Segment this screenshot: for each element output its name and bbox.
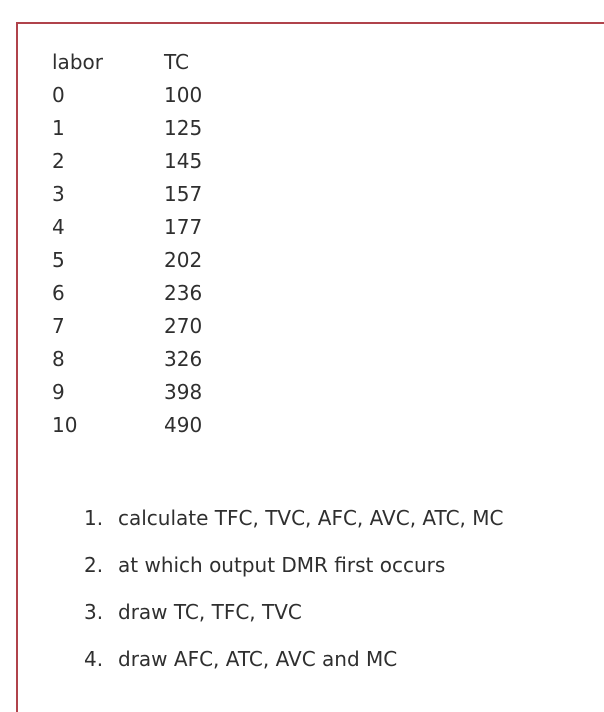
- question-list: [84, 494, 503, 682]
- table-header-row: [52, 46, 284, 79]
- question-number: 1.: [84, 505, 104, 530]
- labor-cell: 0: [52, 83, 65, 107]
- table-row: [52, 310, 284, 343]
- header-labor: labor: [52, 50, 103, 74]
- tc-cell: 202: [164, 248, 203, 272]
- list-item: [84, 588, 503, 635]
- table-row: [52, 277, 284, 310]
- labor-tc-table: [52, 46, 284, 442]
- table-row: [52, 112, 284, 145]
- list-item: [84, 494, 503, 541]
- tc-cell: 177: [164, 215, 203, 239]
- question-text: draw TC, TFC, TVC: [118, 599, 302, 624]
- question-text: at which output DMR first occurs: [118, 552, 446, 577]
- content-card: [16, 22, 604, 712]
- table-row: [52, 211, 284, 244]
- table-row: [52, 145, 284, 178]
- labor-cell: 6: [52, 281, 65, 305]
- question-text: calculate TFC, TVC, AFC, AVC, ATC, MC: [118, 505, 504, 530]
- labor-cell: 2: [52, 149, 65, 173]
- tc-cell: 270: [164, 314, 203, 338]
- tc-cell: 145: [164, 149, 203, 173]
- labor-cell: 7: [52, 314, 65, 338]
- question-number: 4.: [84, 646, 104, 671]
- labor-cell: 5: [52, 248, 65, 272]
- labor-cell: 1: [52, 116, 65, 140]
- table-row: [52, 244, 284, 277]
- tc-cell: 100: [164, 83, 203, 107]
- labor-cell: 8: [52, 347, 65, 371]
- question-text: draw AFC, ATC, AVC and MC: [118, 646, 398, 671]
- table-row: [52, 376, 284, 409]
- question-number: 2.: [84, 552, 104, 577]
- tc-cell: 398: [164, 380, 203, 404]
- labor-cell: 9: [52, 380, 65, 404]
- tc-cell: 326: [164, 347, 203, 371]
- table-row: [52, 343, 284, 376]
- tc-cell: 157: [164, 182, 203, 206]
- labor-cell: 3: [52, 182, 65, 206]
- table-row: [52, 178, 284, 211]
- list-item: [84, 541, 503, 588]
- tc-cell: 125: [164, 116, 203, 140]
- labor-cell: 10: [52, 413, 78, 437]
- table-row: [52, 79, 284, 112]
- table-row: [52, 409, 284, 442]
- list-item: [84, 635, 503, 682]
- tc-cell: 490: [164, 413, 203, 437]
- labor-cell: 4: [52, 215, 65, 239]
- question-number: 3.: [84, 599, 104, 624]
- header-tc: TC: [164, 50, 190, 74]
- tc-cell: 236: [164, 281, 203, 305]
